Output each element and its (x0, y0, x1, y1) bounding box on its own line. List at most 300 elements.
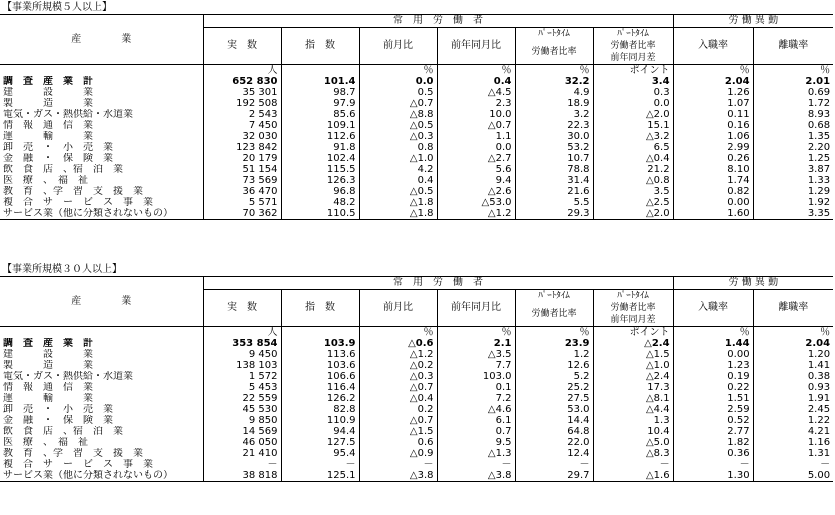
value-cell: △1.2 (437, 208, 515, 220)
yoy-header: 前年同月比 (437, 28, 515, 65)
value-cell: △8.8 (359, 109, 437, 120)
industry-name: 卸 売 ・ 小 売 業 (0, 142, 203, 153)
value-cell: △0.3 (359, 371, 437, 382)
value-cell: 1.30 (673, 470, 753, 482)
value-cell: 0.1 (437, 382, 515, 393)
value-cell: 113.6 (281, 349, 359, 360)
value-cell: 30.0 (515, 131, 593, 142)
regular-workers-header: 常 用 労 働 者 (203, 277, 673, 290)
value-cell: △0.5 (359, 186, 437, 197)
value-cell: 5 571 (203, 197, 281, 208)
value-cell: △2.5 (593, 197, 673, 208)
value-cell: 2.77 (673, 426, 753, 437)
table-row (0, 393, 833, 404)
value-cell: △0.2 (359, 360, 437, 371)
table-row (0, 437, 833, 448)
value-cell: 1.44 (673, 338, 753, 349)
industry-name: サービス業（他に分類されないもの） (0, 208, 203, 220)
value-cell: 1.33 (807, 175, 831, 186)
value-cell: 112.6 (281, 131, 359, 142)
regular-workers-header: 常 用 労 働 者 (203, 15, 673, 28)
value-cell: 0.7 (437, 426, 515, 437)
table-row (0, 164, 833, 175)
value-cell: 4.21 (807, 426, 831, 437)
labor-turnover-header: 労 働 異 動 (673, 15, 833, 28)
value-cell: 53.2 (515, 142, 593, 153)
unit-index (281, 327, 359, 339)
value-cell: 15.1 (593, 120, 673, 131)
part-time-top-header: ﾊﾟｰﾄﾀｲﾑ (515, 28, 593, 41)
value-cell: 0.82 (673, 186, 753, 197)
value-cell: 1.82 (673, 437, 753, 448)
value-cell: 1.2 (515, 349, 593, 360)
value-cell: 9 850 (203, 415, 281, 426)
value-cell: 64.8 (515, 426, 593, 437)
unit-yoy: ％ (437, 65, 515, 77)
value-cell: △0.9 (359, 448, 437, 459)
value-cell: 17.3 (593, 382, 673, 393)
index-header: 指 数 (281, 290, 359, 327)
value-cell: 38 818 (203, 470, 281, 482)
value-cell: 82.8 (281, 404, 359, 415)
value-cell: 5.00 (753, 470, 833, 482)
value-cell: 0.22 (673, 382, 753, 393)
industry-name: 建 設 業 (0, 349, 203, 360)
value-cell: 70 362 (203, 208, 281, 220)
value-cell: 20 179 (203, 153, 281, 164)
value-cell: 0.52 (673, 415, 753, 426)
value-cell: △2.4 (593, 371, 673, 382)
value-cell: 1.3 (593, 415, 673, 426)
value-cell: 1.23 (673, 360, 753, 371)
value-cell: 2.99 (673, 142, 753, 153)
value-cell: 94.4 (281, 426, 359, 437)
part-time-top-header: ﾊﾟｰﾄﾀｲﾑ (515, 290, 593, 303)
value-cell: 0.3 (593, 87, 673, 98)
value-cell: － (593, 459, 673, 470)
value-cell: △0.8 (593, 175, 673, 186)
value-cell: 1.41 (807, 360, 831, 371)
separation-rate-header: 離職率 (778, 40, 809, 51)
value-cell: － (437, 459, 515, 470)
value-cell: 21.6 (515, 186, 593, 197)
value-cell: 1.22 (807, 415, 831, 426)
value-cell: 8.93 (807, 109, 831, 120)
value-cell: 73 569 (203, 175, 281, 186)
value-cell: △1.5 (359, 426, 437, 437)
section-title: 【事業所規模５人以上】 (2, 2, 112, 13)
value-cell: △0.4 (359, 393, 437, 404)
value-cell: 3.4 (593, 76, 673, 87)
table-row (0, 448, 833, 459)
table-row (0, 426, 833, 437)
value-cell: △3.8 (437, 470, 515, 482)
industry-name: 金 融 ・ 保 険 業 (0, 415, 203, 426)
value-cell: 0.93 (807, 382, 831, 393)
value-cell: 3.35 (753, 208, 833, 220)
industry-name: 運 輸 業 (0, 393, 203, 404)
value-cell: 0.00 (673, 197, 753, 208)
table-row (0, 382, 833, 393)
index-header: 指 数 (281, 28, 359, 65)
unit-count: 人 (203, 327, 281, 339)
value-cell: 127.5 (281, 437, 359, 448)
table-row (0, 459, 833, 470)
value-cell: 78.8 (515, 164, 593, 175)
value-cell: 110.5 (281, 208, 359, 220)
value-cell: △0.4 (593, 153, 673, 164)
value-cell: △1.8 (359, 208, 437, 220)
value-cell: 35 301 (203, 87, 281, 98)
value-cell: 25.2 (515, 382, 593, 393)
value-cell: 0.6 (359, 437, 437, 448)
value-cell: 138 103 (203, 360, 281, 371)
value-cell: 12.4 (515, 448, 593, 459)
value-cell: 1 572 (203, 371, 281, 382)
industry-name: 製 造 業 (0, 360, 203, 371)
value-cell: 22.3 (515, 120, 593, 131)
value-cell: 8.10 (673, 164, 753, 175)
value-cell: 0.00 (673, 349, 753, 360)
value-cell: 36 470 (203, 186, 281, 197)
industry-name: 教 育 、学 習 支 援 業 (0, 186, 203, 197)
unit-hire: ％ (673, 327, 753, 339)
value-cell: 9.4 (437, 175, 515, 186)
industry-name: 電気・ガス・熱供給・水道業 (0, 109, 203, 120)
value-cell: 6.5 (593, 142, 673, 153)
value-cell: 29.7 (515, 470, 593, 482)
value-cell: △1.0 (359, 153, 437, 164)
value-cell: 96.8 (281, 186, 359, 197)
value-cell: 652 830 (203, 76, 281, 87)
value-cell: 0.5 (359, 87, 437, 98)
unit-industry (0, 65, 203, 77)
industry-name: 飲 食 店 、宿 泊 業 (0, 426, 203, 437)
industry-header: 産 業 (0, 277, 203, 327)
value-cell: 51 154 (203, 164, 281, 175)
unit-hire: ％ (673, 65, 753, 77)
table-row (0, 109, 833, 120)
yoy-header: 前年同月比 (437, 290, 515, 327)
part-time-ratio-header: 労働者比率 (515, 302, 593, 327)
part-time-diff-line2: 前年同月差 (610, 315, 656, 325)
value-cell: 0.0 (359, 76, 437, 87)
count-header: 実 数 (203, 290, 281, 327)
value-cell: △8.3 (593, 448, 673, 459)
value-cell: 95.4 (281, 448, 359, 459)
part-time-diff-top-header: ﾊﾟｰﾄﾀｲﾑ (593, 290, 673, 303)
part-time-diff-header (593, 40, 673, 65)
section-title: 【事業所規模３０人以上】 (2, 264, 122, 275)
unit-index (281, 65, 359, 77)
value-cell: 29.3 (515, 208, 593, 220)
value-cell: △1.6 (593, 470, 673, 482)
industry-name: 飲 食 店 、宿 泊 業 (0, 164, 203, 175)
labor-turnover-header: 労 働 異 動 (673, 277, 833, 290)
value-cell: 126.2 (281, 393, 359, 404)
value-cell: 27.5 (515, 393, 593, 404)
value-cell: 0.38 (807, 371, 831, 382)
value-cell: 2 543 (203, 109, 281, 120)
value-cell: 5.5 (515, 197, 593, 208)
industry-name: 製 造 業 (0, 98, 203, 109)
value-cell: 1.16 (807, 437, 831, 448)
value-cell: 2.04 (673, 76, 753, 87)
value-cell: － (281, 459, 359, 470)
value-cell: △1.2 (359, 349, 437, 360)
value-cell: 0.36 (673, 448, 753, 459)
table-row (0, 404, 833, 415)
value-cell: △0.5 (359, 120, 437, 131)
value-cell: 1.20 (807, 349, 831, 360)
value-cell: － (359, 459, 437, 470)
value-cell: 12.6 (515, 360, 593, 371)
value-cell: 48.2 (281, 197, 359, 208)
table-row (0, 98, 833, 109)
statistics-table (0, 276, 833, 482)
value-cell: 2.04 (805, 338, 831, 349)
value-cell: 1.51 (673, 393, 753, 404)
value-cell: △0.7 (437, 120, 515, 131)
value-cell: 21 410 (203, 448, 281, 459)
value-cell: 2.45 (807, 404, 831, 415)
value-cell: △0.7 (359, 415, 437, 426)
value-cell: △5.0 (593, 437, 673, 448)
unit-pt-diff: ポイント (593, 327, 673, 339)
value-cell: 18.9 (515, 98, 593, 109)
value-cell: △3.2 (593, 131, 673, 142)
part-time-diff-line1: 労働者比率 (610, 41, 656, 51)
industry-name: 医 療 、 福 祉 (0, 437, 203, 448)
table-row (0, 120, 833, 131)
value-cell: 0.68 (807, 120, 831, 131)
value-cell: 125.1 (281, 470, 359, 482)
value-cell: △0.7 (359, 98, 437, 109)
table-row (0, 131, 833, 142)
value-cell: 103.0 (437, 371, 515, 382)
value-cell: △1.5 (593, 349, 673, 360)
value-cell: 116.4 (281, 382, 359, 393)
industry-name: 複 合 サ ー ビ ス 事 業 (0, 197, 203, 208)
part-time-diff-top-header: ﾊﾟｰﾄﾀｲﾑ (593, 28, 673, 41)
industry-name: 調 査 産 業 計 (0, 76, 203, 87)
value-cell: 0.4 (437, 76, 515, 87)
table-row (0, 208, 833, 220)
unit-yoy: ％ (437, 327, 515, 339)
unit-pt-ratio: ％ (515, 65, 593, 77)
value-cell: 2.3 (437, 98, 515, 109)
table-row (0, 197, 833, 208)
value-cell: 4.2 (359, 164, 437, 175)
industry-name: 運 輸 業 (0, 131, 203, 142)
table-row (0, 470, 833, 482)
value-cell: 10.0 (437, 109, 515, 120)
part-time-ratio-header: 労働者比率 (515, 40, 593, 65)
hire-rate-header: 入職率 (673, 290, 753, 327)
value-cell: 1.91 (807, 393, 831, 404)
value-cell: 14.4 (515, 415, 593, 426)
value-cell: 353 854 (203, 338, 281, 349)
value-cell: △53.0 (437, 197, 515, 208)
value-cell: 45 530 (203, 404, 281, 415)
value-cell: 3.5 (593, 186, 673, 197)
value-cell: 1.35 (807, 131, 831, 142)
table-row (0, 349, 833, 360)
value-cell: 9.5 (437, 437, 515, 448)
value-cell: 2.01 (805, 76, 831, 87)
value-cell: 5.2 (515, 371, 593, 382)
industry-name: 医 療 、 福 祉 (0, 175, 203, 186)
value-cell: 0.19 (673, 371, 753, 382)
value-cell: 14 569 (203, 426, 281, 437)
value-cell: 0.16 (673, 120, 753, 131)
value-cell: 3.87 (807, 164, 831, 175)
mom-header: 前月比 (359, 290, 437, 327)
value-cell: 1.07 (673, 98, 753, 109)
value-cell: 0.11 (673, 109, 753, 120)
value-cell: 126.3 (281, 175, 359, 186)
table-row (0, 186, 833, 197)
value-cell: 6.1 (437, 415, 515, 426)
value-cell: 2.1 (437, 338, 515, 349)
value-cell: 9 450 (203, 349, 281, 360)
unit-mom: ％ (359, 65, 437, 77)
value-cell: 192 508 (203, 98, 281, 109)
value-cell: 5.6 (437, 164, 515, 175)
value-cell: 53.0 (515, 404, 593, 415)
value-cell: 22 559 (203, 393, 281, 404)
industry-header: 産 業 (0, 15, 203, 65)
value-cell: 0.4 (359, 175, 437, 186)
value-cell: 0.0 (593, 98, 673, 109)
value-cell: － (820, 459, 831, 470)
value-cell: 103.9 (281, 338, 359, 349)
value-cell: 0.26 (673, 153, 753, 164)
table-row (0, 360, 833, 371)
value-cell: △2.4 (593, 338, 673, 349)
value-cell: 10.7 (515, 153, 593, 164)
value-cell: 1.26 (673, 87, 753, 98)
value-cell: △2.7 (437, 153, 515, 164)
value-cell: 1.92 (807, 197, 831, 208)
unit-mom: ％ (359, 327, 437, 339)
value-cell: 97.9 (281, 98, 359, 109)
unit-pt-diff: ポイント (593, 65, 673, 77)
value-cell: － (673, 459, 753, 470)
unit-sep: ％ (753, 327, 833, 339)
value-cell: 1.06 (673, 131, 753, 142)
part-time-diff-header (593, 302, 673, 327)
value-cell: 0.2 (359, 404, 437, 415)
table-row (0, 415, 833, 426)
value-cell: 32.2 (515, 76, 593, 87)
value-cell: 1.25 (807, 153, 831, 164)
value-cell: 4.9 (515, 87, 593, 98)
unit-count: 人 (203, 65, 281, 77)
value-cell: 10.4 (593, 426, 673, 437)
value-cell: － (203, 459, 281, 470)
part-time-diff-line2: 前年同月差 (610, 53, 656, 63)
value-cell: 32 030 (203, 131, 281, 142)
value-cell: △0.6 (359, 338, 437, 349)
value-cell: 0.8 (359, 142, 437, 153)
value-cell: △1.0 (593, 360, 673, 371)
value-cell: 22.0 (515, 437, 593, 448)
value-cell: 106.6 (281, 371, 359, 382)
value-cell: 0.0 (437, 142, 515, 153)
value-cell: △1.3 (437, 448, 515, 459)
value-cell: 7.7 (437, 360, 515, 371)
table-row (0, 338, 833, 349)
count-header: 実 数 (203, 28, 281, 65)
value-cell: 109.1 (281, 120, 359, 131)
value-cell: △2.6 (437, 186, 515, 197)
value-cell: 7.2 (437, 393, 515, 404)
industry-name: 建 設 業 (0, 87, 203, 98)
value-cell: △4.5 (437, 87, 515, 98)
value-cell: △4.6 (437, 404, 515, 415)
industry-name: 情 報 通 信 業 (0, 382, 203, 393)
value-cell: 1.31 (807, 448, 831, 459)
industry-name: 情 報 通 信 業 (0, 120, 203, 131)
table-row (0, 87, 833, 98)
value-cell: 101.4 (281, 76, 359, 87)
table-row (0, 76, 833, 87)
value-cell: 110.9 (281, 415, 359, 426)
value-cell: 0.69 (807, 87, 831, 98)
part-time-diff-line1: 労働者比率 (610, 303, 656, 313)
value-cell: 1.29 (807, 186, 831, 197)
value-cell: △0.3 (359, 131, 437, 142)
unit-sep: ％ (753, 65, 833, 77)
value-cell: 5 453 (203, 382, 281, 393)
industry-name: 卸 売 ・ 小 売 業 (0, 404, 203, 415)
value-cell: 91.8 (281, 142, 359, 153)
value-cell: 23.9 (515, 338, 593, 349)
statistics-table (0, 14, 833, 220)
unit-industry (0, 327, 203, 339)
value-cell: △3.8 (359, 470, 437, 482)
industry-name: 教 育 、学 習 支 援 業 (0, 448, 203, 459)
value-cell: 2.59 (673, 404, 753, 415)
value-cell: 1.72 (807, 98, 831, 109)
industry-name: サービス業（他に分類されないもの） (0, 470, 203, 482)
value-cell: 1.1 (437, 131, 515, 142)
value-cell: 98.7 (281, 87, 359, 98)
value-cell: 2.20 (807, 142, 831, 153)
value-cell: 1.74 (673, 175, 753, 186)
value-cell: △0.7 (359, 382, 437, 393)
value-cell: △8.1 (593, 393, 673, 404)
unit-pt-ratio: ％ (515, 327, 593, 339)
table-row (0, 175, 833, 186)
mom-header: 前月比 (359, 28, 437, 65)
value-cell: 85.6 (281, 109, 359, 120)
value-cell: 102.4 (281, 153, 359, 164)
value-cell: － (515, 459, 593, 470)
value-cell: 3.2 (515, 109, 593, 120)
industry-name: 調 査 産 業 計 (0, 338, 203, 349)
value-cell: 1.60 (673, 208, 753, 220)
hire-rate-header: 入職率 (673, 28, 753, 65)
value-cell: △2.0 (593, 109, 673, 120)
value-cell: 123 842 (203, 142, 281, 153)
value-cell: △1.8 (359, 197, 437, 208)
table-row (0, 142, 833, 153)
table-row (0, 371, 833, 382)
value-cell: △2.0 (593, 208, 673, 220)
table-row (0, 153, 833, 164)
